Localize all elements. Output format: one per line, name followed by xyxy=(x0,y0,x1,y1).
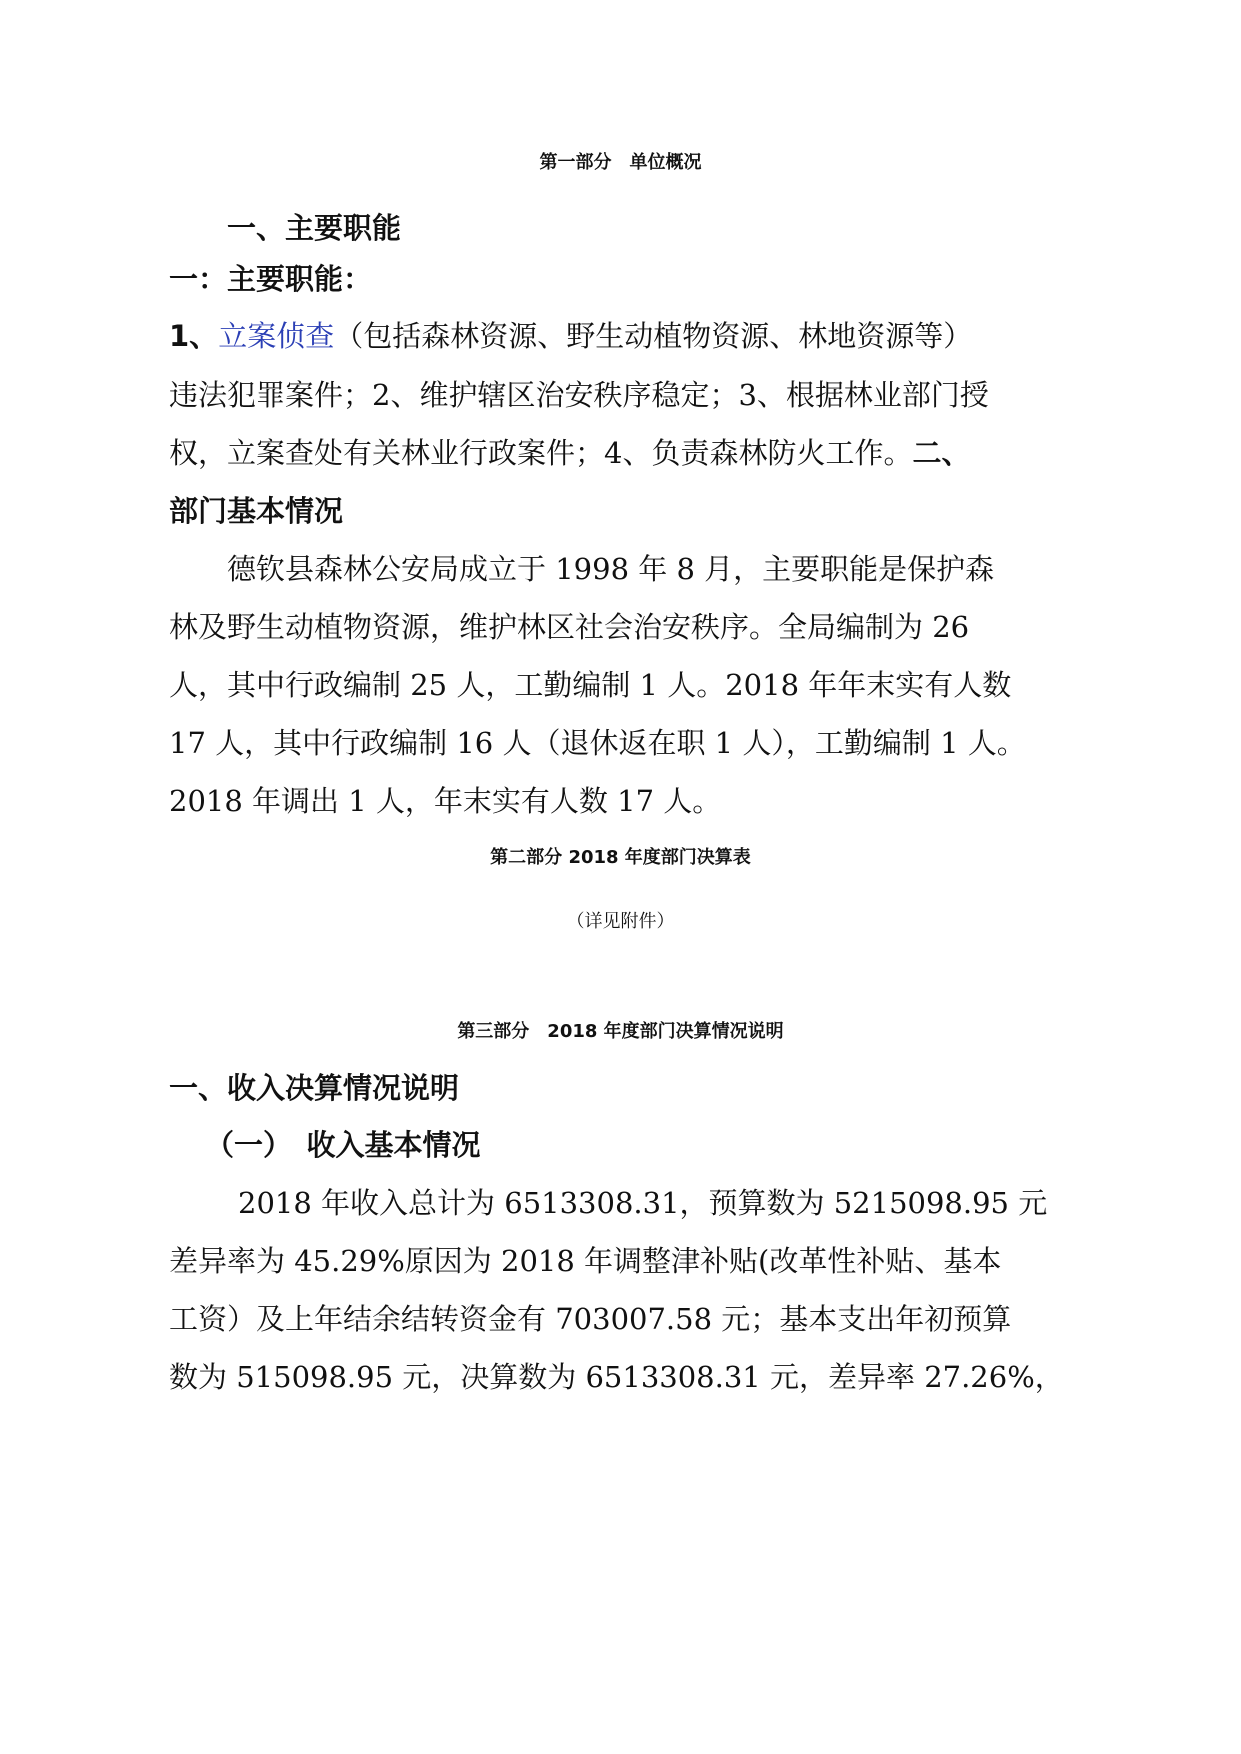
attachment-note: （详见附件） xyxy=(566,911,675,932)
subheading-income-basic: （一） 收入基本情况 xyxy=(205,1128,481,1162)
part3-title: 第三部分 2018 年度部门决算情况说明 xyxy=(457,1021,784,1042)
basic-paragraph-line: 林及野生动植物资源，维护林区社会治安秩序。全局编制为 26 xyxy=(169,610,970,644)
income-paragraph-line: 数为 515098.95 元，决算数为 6513308.31 元，差异率 27.26%， xyxy=(169,1360,1064,1394)
functions-line-1 xyxy=(169,316,972,356)
income-paragraph-line: 差异率为 45.29%原因为 2018 年调整津补贴(改革性补贴、基本 xyxy=(169,1244,1002,1278)
income-paragraph-line: 2018 年收入总计为 6513308.31，预算数为 5215098.95 元 xyxy=(238,1186,1048,1220)
basic-paragraph-line: 德钦县森林公安局成立于 1998 年 8 月，主要职能是保护森 xyxy=(227,552,995,586)
heading-main-functions: 一、主要职能 xyxy=(227,211,402,245)
functions-line-3 xyxy=(169,433,970,473)
part2-title: 第二部分 2018 年度部门决算表 xyxy=(490,847,751,868)
functions-line-1-rest: （包括森林资源、野生动植物资源、林地资源等） xyxy=(334,319,973,353)
functions-prefix: 1、 xyxy=(169,319,219,353)
heading-department-basic: 部门基本情况 xyxy=(169,494,344,528)
part1-title: 第一部分 单位概况 xyxy=(539,152,702,173)
heading-basic-prefix: 二、 xyxy=(912,436,971,470)
basic-paragraph-line: 17 人，其中行政编制 16 人（退休返在职 1 人），工勤编制 1 人。 xyxy=(169,726,1026,760)
income-paragraph-line: 工资）及上年结余结转资金有 703007.58 元；基本支出年初预算 xyxy=(169,1302,1012,1336)
basic-paragraph-line: 2018 年调出 1 人，年末实有人数 17 人。 xyxy=(169,784,722,818)
subheading-main-functions: 一：主要职能： xyxy=(169,262,373,296)
functions-line-2: 违法犯罪案件；2、维护辖区治安秩序稳定；3、根据林业部门授 xyxy=(169,378,989,412)
basic-paragraph-line: 人，其中行政编制 25 人，工勤编制 1 人。2018 年年末实有人数 xyxy=(169,668,1012,702)
functions-line-3-text: 权，立案查处有关林业行政案件；4、负责森林防火工作。 xyxy=(169,436,913,470)
case-investigation-link[interactable]: 立案侦查 xyxy=(218,319,335,353)
heading-income-explanation: 一、收入决算情况说明 xyxy=(169,1071,460,1105)
